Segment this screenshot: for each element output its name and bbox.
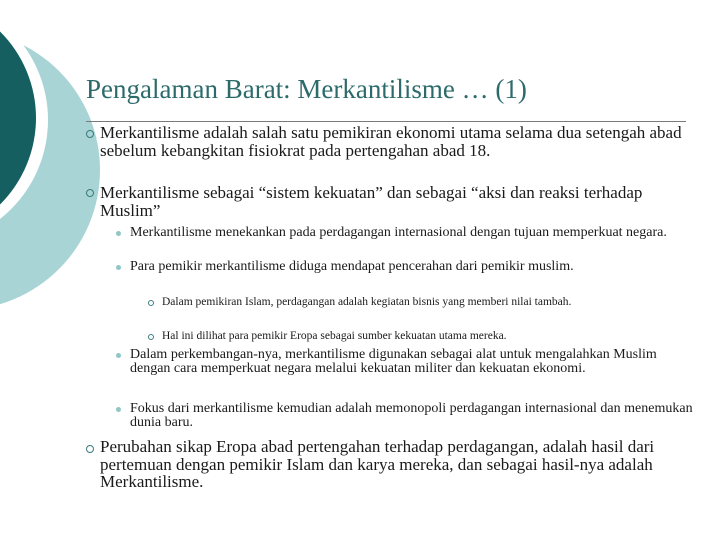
hollow-bullet-icon: [86, 130, 94, 138]
dot-bullet-icon: [116, 231, 121, 236]
hollow-bullet-icon: [148, 334, 154, 340]
hollow-bullet-icon: [148, 300, 154, 306]
bullet-islamic-trade-value: Dalam pemikiran Islam, perdagangan adalah kegiatan bisnis yang memberi nilai tambah.: [162, 296, 572, 308]
hollow-bullet-icon: [86, 189, 94, 197]
bullet-muslim-enlightenment: Para pemikir merkantilisme diduga mendapat pencerahan dari pemikir muslim.: [130, 259, 574, 274]
hollow-bullet-icon: [86, 445, 94, 453]
bullet-tool-against-muslim: Dalam perkembangan-nya, merkantilisme digunakan sebagai alat untuk mengalahkan Muslim dengan cara memperkuat negara melalui kekuatan militer dan kekuatan ekonomi.: [130, 347, 657, 376]
bullet-monopoly-focus: Fokus dari merkantilisme kemudian adalah memonopoli perdagangan internasional dan menemukan dunia baru.: [130, 401, 693, 430]
bullet-european-view: Hal ini dilihat para pemikir Eropa sebagai sumber kekuatan utama mereka.: [162, 330, 507, 342]
dot-bullet-icon: [116, 265, 121, 270]
bullet-power-system: Merkantilisme sebagai “sistem kekuatan” dan sebagai “aksi dan reaksi terhadap Muslim”: [100, 183, 643, 220]
dot-bullet-icon: [116, 407, 121, 412]
bullet-european-attitude-change: Perubahan sikap Eropa abad pertengahan terhadap perdagangan, adalah hasil dari pertemuan dengan pemikir Islam dan karya mereka, dan sebagai hasil-nya adalah Merkantilisme.: [100, 437, 655, 491]
dot-bullet-icon: [116, 353, 121, 358]
bullet-mercantilism-definition: Merkantilisme adalah salah satu pemikiran ekonomi utama selama dua setengah abad sebelum kebangkitan fisiokrat pada pertengahan abad 18.: [100, 123, 682, 160]
slide-title: Pengalaman Barat: Merkantilisme … (1): [86, 74, 527, 104]
title-divider: [86, 121, 686, 122]
bullet-international-trade: Merkantilisme menekankan pada perdagangan internasional dengan tujuan memperkuat negara.: [130, 225, 667, 240]
